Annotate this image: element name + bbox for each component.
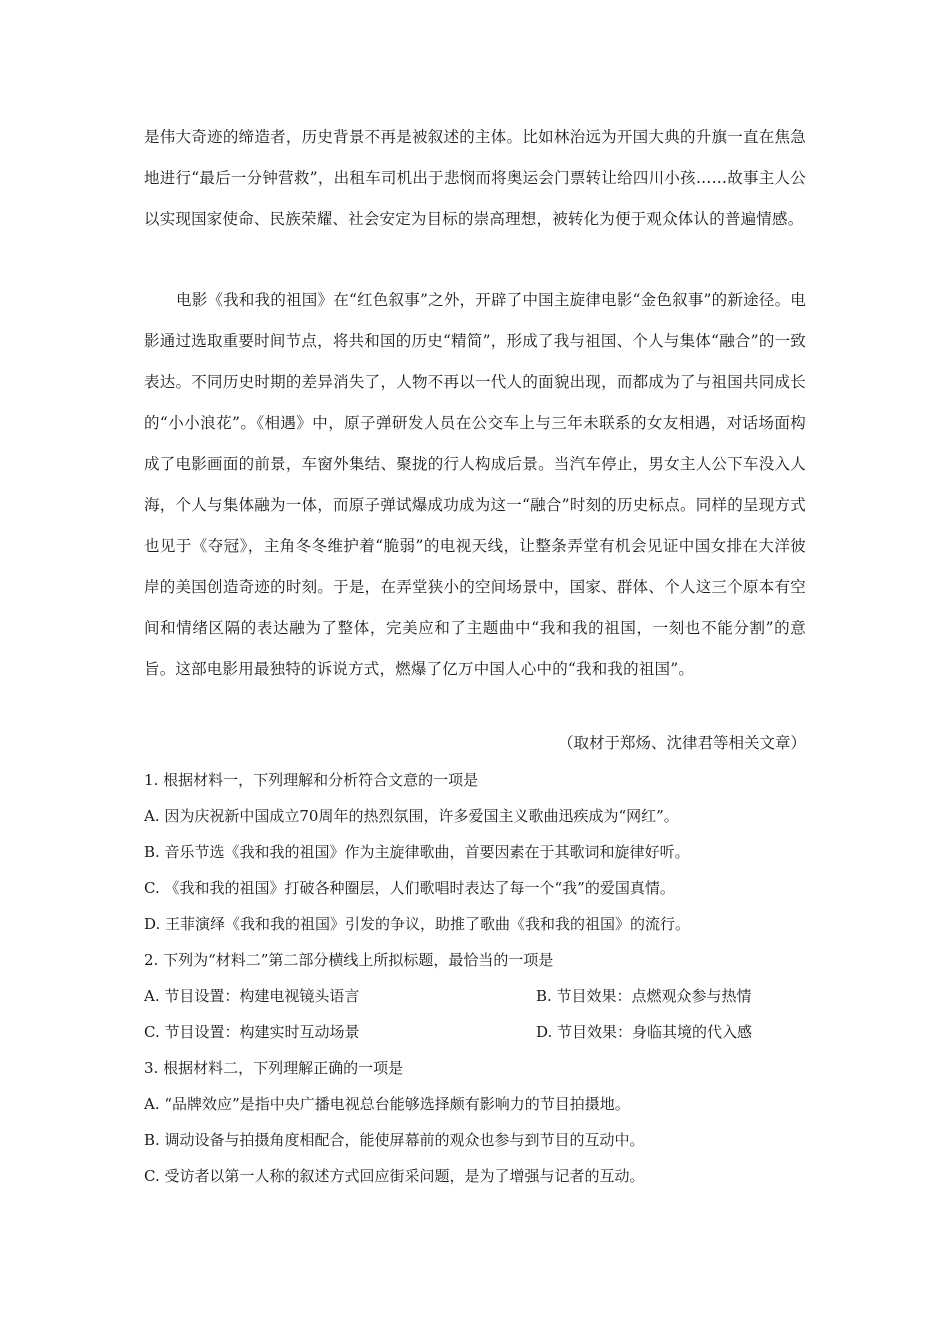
question-1-option-b: B. 音乐节选《我和我的祖国》作为主旋律歌曲，首要因素在于其歌词和旋律好听。 (144, 843, 690, 861)
question-1-stem: 1. 根据材料一，下列理解和分析符合文意的一项是 (144, 771, 479, 789)
source-note: （取材于郑炀、沈律君等相关文章） (557, 734, 806, 752)
question-3-option-c: C. 受访者以第一人称的叙述方式回应街采问题，是为了增强与记者的互动。 (144, 1167, 645, 1185)
material-paragraph-2: 电影《我和我的祖国》在“红色叙事”之外，开辟了中国主旋律电影“金色叙事”的新途径。电影通过选取重要时间节点，将共和国的历史“精简”，形成了我与祖国、个人与集体“融合”的一致表达。不同历史时期的差异消失了，人物不再以一代人的面貌出现，而都成为了与祖国共同成长的“小小浪花”。《相遇》中，原子弹研发人员在公交车上与三年未联系的女友相遇，对话场面构成了电影画面的前景，车窗外集结、聚拢的行人构成后景。当汽车停止，男女主人公下车没入人海，个人与集体融为一体，而原子弹试爆成功成为这一“融合”时刻的历史标点。同样的呈现方式也见于《夺冠》，主角冬冬维护着“脆弱”的电视天线，让整条弄堂有机会见证中国女排在大洋彼岸的美国创造奇迹的时刻。于是，在弄堂狭小的空间场景中，国家、群体、个人这三个原本有空间和情绪区隔的表达融为了整体，完美应和了主题曲中“我和我的祖国，一刻也不能分割”的意旨。这部电影用最独特的诉说方式，燃爆了亿万中国人心中的“我和我的祖国”。 (144, 291, 806, 678)
question-2-stem: 2. 下列为“材料二”第二部分横线上所拟标题，最恰当的一项是 (144, 951, 554, 969)
question-1-option-a: A. 因为庆祝新中国成立70周年的热烈氛围，许多爱国主义歌曲迅疾成为“网红”。 (144, 807, 679, 825)
question-2-option-d: D. 节目效果：身临其境的代入感 (536, 1023, 753, 1041)
question-3-option-a: A. “品牌效应”是指中央广播电视总台能够选择颇有影响力的节目拍摄地。 (144, 1095, 630, 1113)
question-2-option-b: B. 节目效果：点燃观众参与热情 (536, 987, 752, 1005)
question-3-option-b: B. 调动设备与拍摄角度相配合，能使屏幕前的观众也参与到节目的互动中。 (144, 1131, 645, 1149)
question-1-option-c: C. 《我和我的祖国》打破各种圈层，人们歌唱时表达了每一个“我”的爱国真情。 (144, 879, 675, 897)
question-3-stem: 3. 根据材料二，下列理解正确的一项是 (144, 1059, 404, 1077)
question-1-option-d: D. 王菲演绎《我和我的祖国》引发的争议，助推了歌曲《我和我的祖国》的流行。 (144, 915, 691, 933)
question-2-option-a: A. 节目设置：构建电视镜头语言 (144, 987, 360, 1005)
material-paragraph-1: 是伟大奇迹的缔造者，历史背景不再是被叙述的主体。比如林治远为开国大典的升旗一直在焦急地进行“最后一分钟营救”，出租车司机出于悲悯而将奥运会门票转让给四川小孩……故事主人公以实现国家使命、民族荣耀、社会安定为目标的崇高理想，被转化为便于观众体认的普遍情感。 (144, 128, 806, 228)
question-2-option-c: C. 节目设置：构建实时互动场景 (144, 1023, 360, 1041)
